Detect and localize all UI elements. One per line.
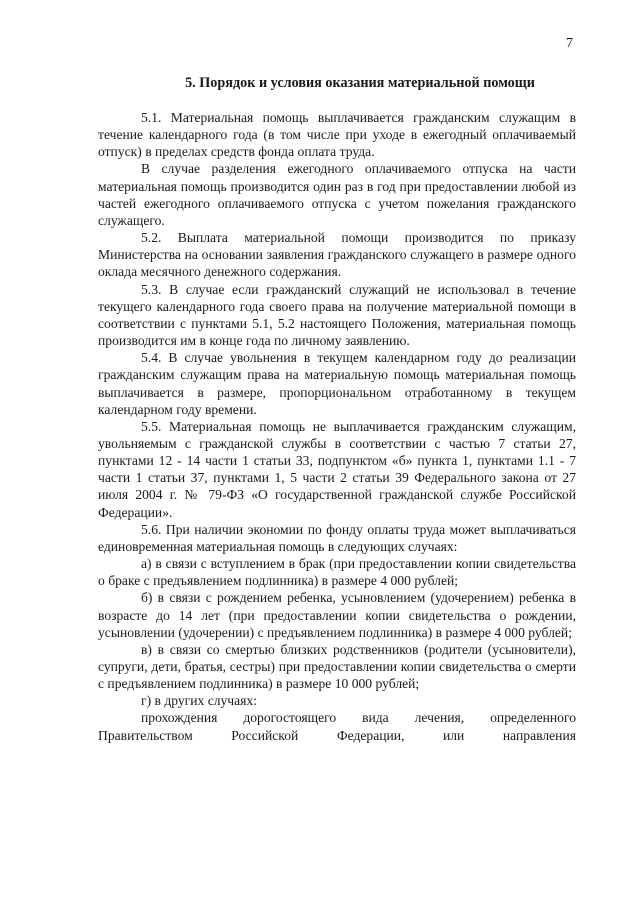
paragraph-5-3: 5.3. В случае если гражданский служащий не использовал в течение текущего календарного года своего права на получение материальной помощи в соответствии с пунктами 5.1, 5.2 настоящего Положения, материальная помощь производится им в конце года по личному заявлению.: [98, 281, 576, 349]
paragraph-item-g: г) в других случаях:: [141, 693, 258, 709]
document-body: [98, 109, 576, 744]
paragraph-5-6: 5.6. При наличии экономии по фонду оплаты труда может выплачиваться единовременная материальная помощь в следующих случаях:: [98, 521, 576, 554]
paragraph-5-4: 5.4. В случае увольнения в текущем календарном году до реализации гражданским служащим права на материальную помощь материальная помощь выплачивается в размере, пропорциональном отработанному в текущем календарном году времени.: [98, 350, 576, 417]
paragraph-item-a: а) в связи с вступлением в брак (при предоставлении копии свидетельства о браке с предъявлением подлинника) в размере 4 000 рублей;: [98, 556, 576, 589]
section-title: 5. Порядок и условия оказания материальной помощи: [185, 75, 535, 91]
paragraph-item-b: б) в связи с рождением ребенка, усыновлением (удочерением) ребенка в возрасте до 14 лет (при предоставлении копии свидетельства о рождении, усыновлении (удочерении) с предъявлением подлинника) в размере 4 000 рублей;: [98, 590, 576, 640]
page-number: 7: [566, 36, 573, 51]
paragraph-5-2: 5.2. Выплата материальной помощи производится по приказу Министерства на основании заявления гражданского служащего в размере одного оклада месячного денежного содержания.: [98, 230, 576, 280]
paragraph-vacation-split: В случае разделения ежегодного оплачиваемого отпуска на части материальная помощь производится один раз в год при предоставлении любой из частей ежегодного оплачиваемого отпуска с учетом пожелания гражданского служащего.: [98, 161, 576, 228]
paragraph-5-5: 5.5. Материальная помощь не выплачивается гражданским служащим, увольняемым с гражданской службы в соответствии с частью 7 статьи 27, пунктами 12 - 14 части 1 статьи 33, подпунктом «б» пункта 1, пунктами 1.1 - 7 части 1 статьи 37, пунктами 1, 5 части 2 статьи 39 Федерального закона от 27 июля 2004 г. № 79-ФЗ «О государственной гражданской службе Российской Федерации».: [98, 418, 576, 520]
paragraph-5-1: 5.1. Материальная помощь выплачивается гражданским служащим в течение календарного года (в том числе при уходе в ежегодный оплачиваемый отпуск) в пределах средств фонда оплата труда.: [98, 110, 576, 160]
paragraph-item-v: в) в связи со смертью близких родственников (родители (усыновители), супруги, дети, братья, сестры) при предоставлении копии свидетельства о смерти с предъявлением подлинника) в размере 10 000 рублей;: [98, 641, 576, 692]
paragraph-treatment: прохождения дорогостоящего вида лечения, определенного Правительством Российской Федерации, или направления: [98, 710, 576, 743]
